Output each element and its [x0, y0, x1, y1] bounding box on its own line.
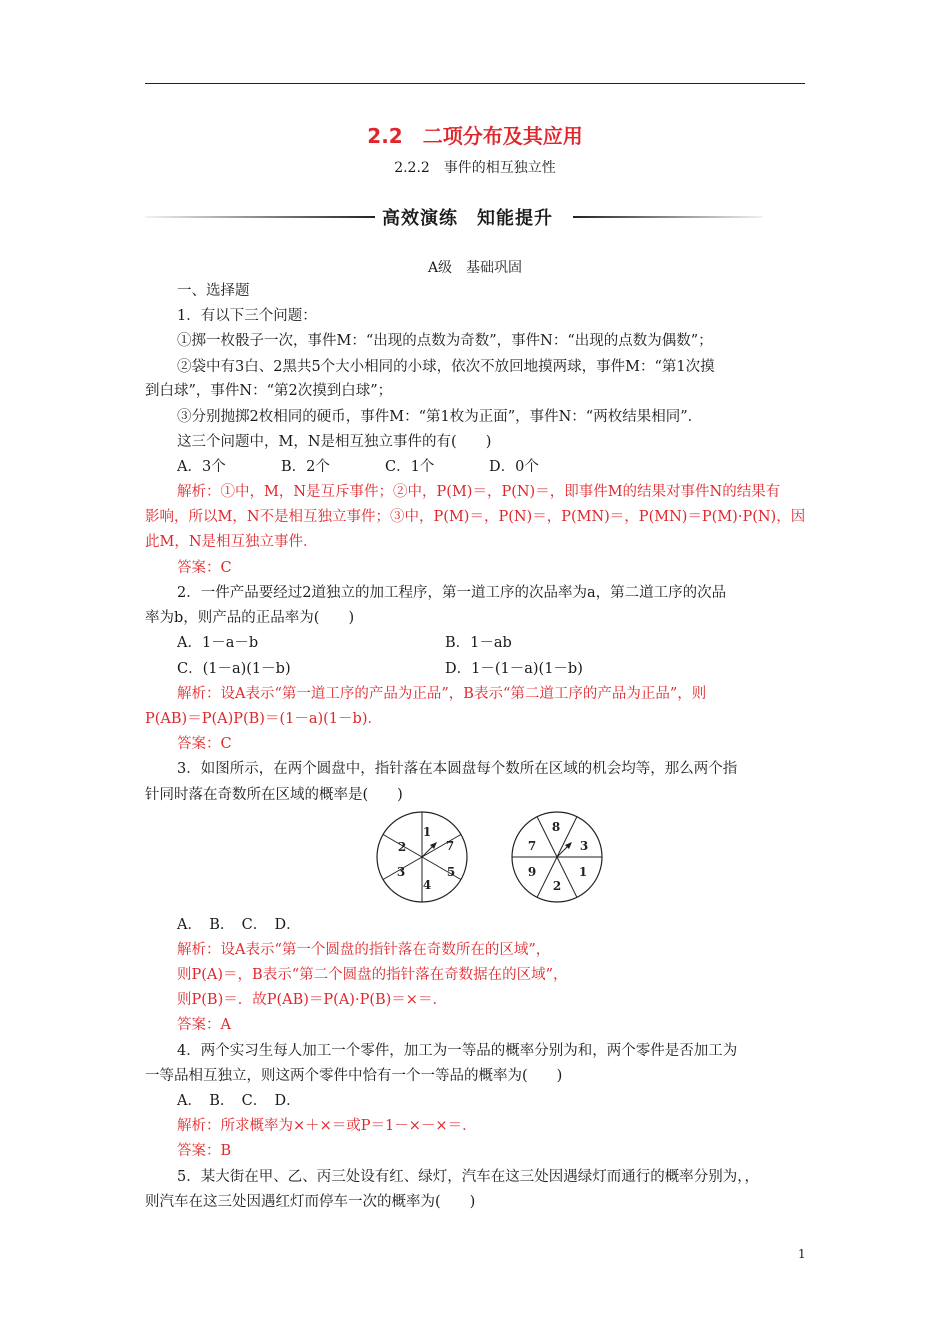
q2-analysis-line-2: P(AB)＝P(A)P(B)＝(1－a)(1－b)． [145, 711, 382, 727]
q2-option-b: B．1－ab [445, 635, 512, 651]
disc-2-sector-label: 8 [551, 820, 561, 834]
page-subtitle: 2.2.2 事件的相互独立性 [394, 160, 556, 176]
q1-option-d: D．0个 [489, 459, 539, 475]
q1-option-c: C．1个 [385, 459, 435, 475]
q3-options: A． B． C． D． [177, 917, 301, 933]
spinner-disc-2 [512, 812, 602, 902]
q2-answer: 答案：C [177, 736, 232, 752]
q5-stem-line-2: 则汽车在这三处因遇红灯而停车一次的概率为( ) [145, 1194, 476, 1210]
disc-1-sector-label: 4 [422, 878, 432, 892]
q3-analysis-line-1: 解析：设A表示“第一个圆盘的指针落在奇数所在的区域”， [177, 942, 551, 958]
header-rule [145, 83, 805, 84]
level-heading: A级 基础巩固 [427, 260, 523, 276]
q1-analysis-line-3: 此M，N是相互独立事件． [145, 534, 318, 550]
disc-1-sector-label: 1 [422, 825, 432, 839]
q1-analysis-line-2: 影响，所以M，N不是相互独立事件；③中，P(M)＝，P(N)＝，P(MN)＝，P(MN)＝P(M)·P(N)，因 [145, 509, 806, 525]
disc-2-sector-label: 1 [578, 865, 588, 879]
q5-stem-line-1: 5．某大街在甲、乙、丙三处设有红、绿灯，汽车在这三处因遇绿灯而通行的概率分别为，， [177, 1169, 759, 1185]
spinner-figure [375, 810, 610, 905]
q1-question: 这三个问题中，M，N是相互独立事件的有( ) [177, 434, 492, 450]
q1-option-b: B．2个 [281, 459, 330, 475]
q1-item-3: ③分别抛掷2枚相同的硬币，事件M：“第1枚为正面”，事件N：“两枚结果相同”． [177, 409, 703, 425]
banner-rule-left [145, 216, 375, 218]
page-number: 1 [798, 1247, 806, 1261]
disc-2-sector-label: 2 [552, 879, 562, 893]
q4-stem-line-2: 一等品相互独立，则这两个零件中恰有一个一等品的概率为( ) [145, 1068, 563, 1084]
q1-item-2a: ②袋中有3白、2黑共5个大小相同的小球，依次不放回地摸两球，事件M：“第1次摸 [177, 359, 715, 375]
q4-options: A． B． C． D． [177, 1093, 301, 1109]
q3-analysis-line-3: 则P(B)＝．故P(AB)＝P(A)·P(B)＝×＝． [177, 992, 447, 1008]
banner-rule-right [573, 216, 763, 218]
disc-2-sector-label: 9 [527, 865, 537, 879]
disc-1-sector-label: 5 [446, 865, 456, 879]
disc-2-sector-label: 3 [579, 839, 589, 853]
q4-stem-line-1: 4．两个实习生每人加工一个零件，加工为一等品的概率分别为和，两个零件是否加工为 [177, 1043, 738, 1059]
q3-answer: 答案：A [177, 1017, 231, 1033]
q1-analysis-line-1: 解析：①中，M，N是互斥事件；②中，P(M)＝，P(N)＝，即事件M的结果对事件N的结果有 [177, 484, 781, 500]
disc-1-sector-label: 7 [445, 839, 455, 853]
q2-analysis-line-1: 解析：设A表示“第一道工序的产品为正品”，B表示“第二道工序的产品为正品”，则 [177, 686, 707, 702]
q1-stem: 1．有以下三个问题： [177, 308, 317, 324]
disc-1-sector-label: 3 [396, 865, 406, 879]
section-heading: 一、选择题 [177, 283, 250, 299]
page-title: 2.2 二项分布及其应用 [367, 124, 583, 148]
q4-answer: 答案：B [177, 1143, 232, 1159]
spinner-disc-1 [377, 812, 467, 902]
q1-item-2b: 到白球”，事件N：“第2次摸到白球”； [145, 383, 393, 399]
q2-option-d: D．1－(1－a)(1－b) [445, 661, 583, 677]
banner-title: 高效演练 知能提升 [382, 208, 553, 229]
disc-1-sector-label: 2 [397, 840, 407, 854]
disc-2-sector-label: 7 [527, 839, 537, 853]
q1-option-a: A．3个 [177, 459, 226, 475]
q3-stem-line-2: 针同时落在奇数所在区域的概率是( ) [145, 787, 403, 803]
q3-stem-line-1: 3．如图所示，在两个圆盘中，指针落在本圆盘每个数所在区域的机会均等，那么两个指 [177, 761, 738, 777]
q1-item-1: ①掷一枚骰子一次，事件M：“出现的点数为奇数”，事件N：“出现的点数为偶数”； [177, 333, 713, 349]
q1-answer: 答案：C [177, 560, 232, 576]
q4-analysis: 解析：所求概率为×＋×＝或P＝1－×－×＝． [177, 1118, 477, 1134]
q2-stem-line-2: 率为b，则产品的正品率为( ) [145, 610, 355, 626]
section-banner [145, 204, 805, 230]
q2-stem-line-1: 2．一件产品要经过2道独立的加工程序，第一道工序的次品率为a，第二道工序的次品 [177, 585, 727, 601]
q2-option-c: C．(1－a)(1－b) [177, 661, 291, 677]
q3-analysis-line-2: 则P(A)＝，B表示“第二个圆盘的指针落在奇数据在的区域”， [177, 967, 568, 983]
q2-option-a: A．1－a－b [177, 635, 259, 651]
